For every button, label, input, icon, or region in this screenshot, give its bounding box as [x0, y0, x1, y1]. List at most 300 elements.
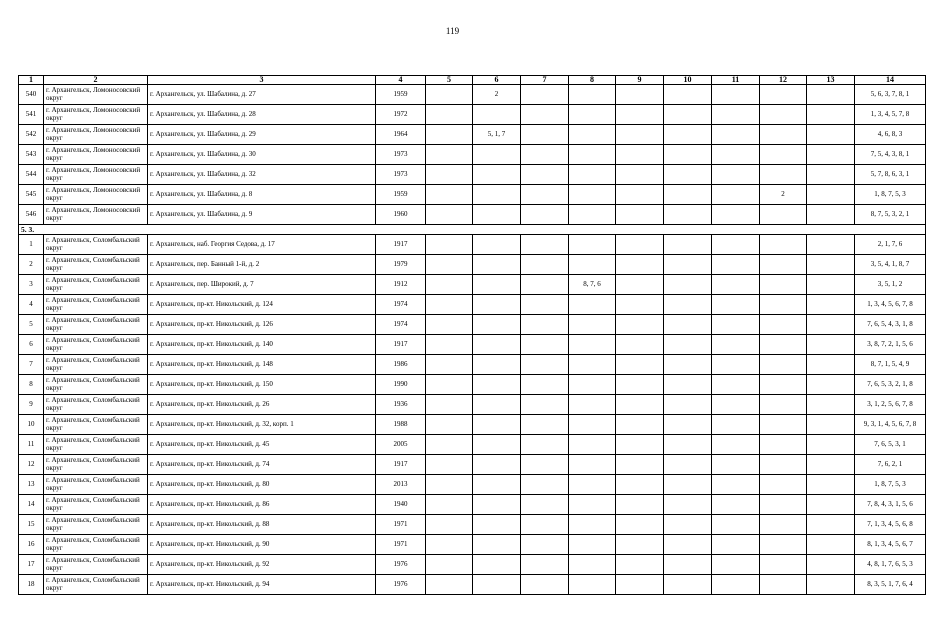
- col6-cell: [473, 415, 521, 435]
- col14-cell: 3, 1, 2, 5, 6, 7, 8: [855, 395, 926, 415]
- table-row: [19, 415, 926, 435]
- year-cell: 1973: [376, 145, 426, 165]
- table-row: [19, 295, 926, 315]
- year-cell: 1988: [376, 415, 426, 435]
- col14-cell: 8, 3, 5, 1, 7, 6, 4: [855, 575, 926, 595]
- row-number-cell: 13: [19, 475, 44, 495]
- col7-cell: [521, 475, 569, 495]
- year-cell: 1917: [376, 235, 426, 255]
- col5-cell: [426, 205, 473, 225]
- col14-cell: 8, 1, 3, 4, 5, 6, 7: [855, 535, 926, 555]
- col8-cell: 8, 7, 6: [569, 275, 616, 295]
- col10-cell: [664, 575, 712, 595]
- address-cell: г. Архангельск, пр-кт. Никольский, д. 45: [148, 435, 376, 455]
- district-cell: г. Архангельск, Соломбальский округ: [44, 435, 148, 455]
- col12-cell: [760, 495, 807, 515]
- col13-cell: [807, 555, 855, 575]
- col9-cell: [616, 295, 664, 315]
- district-cell: г. Архангельск, Ломоносовский округ: [44, 185, 148, 205]
- table-row: [19, 375, 926, 395]
- col13-cell: [807, 575, 855, 595]
- col9-cell: [616, 555, 664, 575]
- col7-cell: [521, 165, 569, 185]
- col14-cell: 1, 8, 7, 5, 3: [855, 475, 926, 495]
- col14-cell: 5, 6, 3, 7, 8, 1: [855, 85, 926, 105]
- col12-cell: [760, 375, 807, 395]
- column-header: 5: [426, 76, 473, 85]
- col12-cell: [760, 85, 807, 105]
- col12-cell: [760, 145, 807, 165]
- col8-cell: [569, 575, 616, 595]
- col11-cell: [712, 105, 760, 125]
- col11-cell: [712, 315, 760, 335]
- col6-cell: [473, 375, 521, 395]
- column-header: 12: [760, 76, 807, 85]
- col5-cell: [426, 165, 473, 185]
- col14-cell: 7, 8, 4, 3, 1, 5, 6: [855, 495, 926, 515]
- column-header: 10: [664, 76, 712, 85]
- col8-cell: [569, 165, 616, 185]
- col6-cell: [473, 435, 521, 455]
- col10-cell: [664, 375, 712, 395]
- col10-cell: [664, 555, 712, 575]
- col10-cell: [664, 145, 712, 165]
- col10-cell: [664, 85, 712, 105]
- col11-cell: [712, 495, 760, 515]
- col6-cell: [473, 295, 521, 315]
- col9-cell: [616, 355, 664, 375]
- col14-cell: 3, 5, 4, 1, 8, 7: [855, 255, 926, 275]
- col13-cell: [807, 355, 855, 375]
- district-cell: г. Архангельск, Соломбальский округ: [44, 455, 148, 475]
- row-number-cell: 541: [19, 105, 44, 125]
- table-row: [19, 105, 926, 125]
- column-header: 3: [148, 76, 376, 85]
- col14-cell: 8, 7, 1, 5, 4, 9: [855, 355, 926, 375]
- district-cell: г. Архангельск, Ломоносовский округ: [44, 85, 148, 105]
- col11-cell: [712, 435, 760, 455]
- year-cell: 1974: [376, 315, 426, 335]
- col7-cell: [521, 555, 569, 575]
- col8-cell: [569, 235, 616, 255]
- table-row: [19, 515, 926, 535]
- col12-cell: [760, 515, 807, 535]
- col13-cell: [807, 255, 855, 275]
- table-row: [19, 455, 926, 475]
- col5-cell: [426, 575, 473, 595]
- year-cell: 1959: [376, 185, 426, 205]
- col8-cell: [569, 435, 616, 455]
- address-cell: г. Архангельск, ул. Шабалина, д. 30: [148, 145, 376, 165]
- address-cell: г. Архангельск, пр-кт. Никольский, д. 86: [148, 495, 376, 515]
- col12-cell: [760, 335, 807, 355]
- col11-cell: [712, 375, 760, 395]
- year-cell: 1959: [376, 85, 426, 105]
- col5-cell: [426, 335, 473, 355]
- column-header: 7: [521, 76, 569, 85]
- year-cell: 1971: [376, 535, 426, 555]
- col14-cell: 9, 3, 1, 4, 5, 6, 7, 8: [855, 415, 926, 435]
- col11-cell: [712, 455, 760, 475]
- col7-cell: [521, 105, 569, 125]
- col7-cell: [521, 315, 569, 335]
- district-cell: г. Архангельск, Соломбальский округ: [44, 495, 148, 515]
- col6-cell: [473, 355, 521, 375]
- year-cell: 1964: [376, 125, 426, 145]
- table-row: [19, 255, 926, 275]
- col8-cell: [569, 335, 616, 355]
- col5-cell: [426, 535, 473, 555]
- col13-cell: [807, 375, 855, 395]
- column-header: 9: [616, 76, 664, 85]
- col8-cell: [569, 295, 616, 315]
- row-number-cell: 543: [19, 145, 44, 165]
- col13-cell: [807, 315, 855, 335]
- col5-cell: [426, 455, 473, 475]
- col5-cell: [426, 415, 473, 435]
- col5-cell: [426, 185, 473, 205]
- col9-cell: [616, 125, 664, 145]
- col14-cell: 8, 7, 5, 3, 2, 1: [855, 205, 926, 225]
- address-cell: г. Архангельск, ул. Шабалина, д. 9: [148, 205, 376, 225]
- district-cell: г. Архангельск, Соломбальский округ: [44, 575, 148, 595]
- district-cell: г. Архангельск, Соломбальский округ: [44, 295, 148, 315]
- year-cell: 1971: [376, 515, 426, 535]
- data-table: [18, 75, 926, 595]
- col6-cell: [473, 315, 521, 335]
- col14-cell: 7, 6, 5, 3, 2, 1, 8: [855, 375, 926, 395]
- district-cell: г. Архангельск, Ломоносовский округ: [44, 125, 148, 145]
- table-row: [19, 495, 926, 515]
- col14-cell: 7, 1, 3, 4, 5, 6, 8: [855, 515, 926, 535]
- col5-cell: [426, 475, 473, 495]
- col10-cell: [664, 105, 712, 125]
- row-number-cell: 544: [19, 165, 44, 185]
- district-cell: г. Архангельск, Соломбальский округ: [44, 315, 148, 335]
- col14-cell: 4, 6, 8, 3: [855, 125, 926, 145]
- col14-cell: 7, 5, 4, 3, 8, 1: [855, 145, 926, 165]
- district-cell: г. Архангельск, Соломбальский округ: [44, 375, 148, 395]
- col11-cell: [712, 185, 760, 205]
- row-number-cell: 16: [19, 535, 44, 555]
- col11-cell: [712, 535, 760, 555]
- col8-cell: [569, 455, 616, 475]
- col12-cell: [760, 125, 807, 145]
- address-cell: г. Архангельск, пр-кт. Никольский, д. 126: [148, 315, 376, 335]
- address-cell: г. Архангельск, пр-кт. Никольский, д. 148: [148, 355, 376, 375]
- col12-cell: [760, 435, 807, 455]
- col6-cell: [473, 275, 521, 295]
- table-row: [19, 315, 926, 335]
- col8-cell: [569, 415, 616, 435]
- col10-cell: [664, 235, 712, 255]
- col7-cell: [521, 435, 569, 455]
- col7-cell: [521, 295, 569, 315]
- col11-cell: [712, 555, 760, 575]
- col12-cell: [760, 315, 807, 335]
- address-cell: г. Архангельск, пер. Банный 1-й, д. 2: [148, 255, 376, 275]
- table-row: [19, 185, 926, 205]
- address-cell: г. Архангельск, пр-кт. Никольский, д. 150: [148, 375, 376, 395]
- table-row: [19, 555, 926, 575]
- district-cell: г. Архангельск, Соломбальский округ: [44, 235, 148, 255]
- col8-cell: [569, 125, 616, 145]
- col5-cell: [426, 355, 473, 375]
- row-number-cell: 6: [19, 335, 44, 355]
- col13-cell: [807, 235, 855, 255]
- col13-cell: [807, 495, 855, 515]
- col6-cell: 5, 1, 7: [473, 125, 521, 145]
- address-cell: г. Архангельск, пр-кт. Никольский, д. 74: [148, 455, 376, 475]
- col9-cell: [616, 455, 664, 475]
- col9-cell: [616, 375, 664, 395]
- col8-cell: [569, 145, 616, 165]
- col10-cell: [664, 455, 712, 475]
- col10-cell: [664, 275, 712, 295]
- table-row: [19, 475, 926, 495]
- row-number-cell: 545: [19, 185, 44, 205]
- col13-cell: [807, 415, 855, 435]
- col7-cell: [521, 335, 569, 355]
- col13-cell: [807, 125, 855, 145]
- col10-cell: [664, 355, 712, 375]
- col6-cell: [473, 235, 521, 255]
- col9-cell: [616, 205, 664, 225]
- address-cell: г. Архангельск, пр-кт. Никольский, д. 32, корп. 1: [148, 415, 376, 435]
- col7-cell: [521, 415, 569, 435]
- year-cell: 1990: [376, 375, 426, 395]
- address-cell: г. Архангельск, пр-кт. Никольский, д. 80: [148, 475, 376, 495]
- col6-cell: 2: [473, 85, 521, 105]
- row-number-cell: 7: [19, 355, 44, 375]
- col13-cell: [807, 455, 855, 475]
- col9-cell: [616, 145, 664, 165]
- col9-cell: [616, 415, 664, 435]
- col12-cell: [760, 255, 807, 275]
- year-cell: 2013: [376, 475, 426, 495]
- district-cell: г. Архангельск, Соломбальский округ: [44, 475, 148, 495]
- col8-cell: [569, 495, 616, 515]
- col12-cell: [760, 535, 807, 555]
- col5-cell: [426, 125, 473, 145]
- col9-cell: [616, 575, 664, 595]
- column-header: 14: [855, 76, 926, 85]
- col12-cell: [760, 235, 807, 255]
- column-header: 6: [473, 76, 521, 85]
- table-row: [19, 125, 926, 145]
- col6-cell: [473, 475, 521, 495]
- col5-cell: [426, 515, 473, 535]
- col13-cell: [807, 275, 855, 295]
- col11-cell: [712, 235, 760, 255]
- table-row: [19, 535, 926, 555]
- address-cell: г. Архангельск, ул. Шабалина, д. 8: [148, 185, 376, 205]
- row-number-cell: 3: [19, 275, 44, 295]
- row-number-cell: 5: [19, 315, 44, 335]
- col7-cell: [521, 515, 569, 535]
- col5-cell: [426, 495, 473, 515]
- col13-cell: [807, 145, 855, 165]
- district-cell: г. Архангельск, Ломоносовский округ: [44, 105, 148, 125]
- district-cell: г. Архангельск, Соломбальский округ: [44, 355, 148, 375]
- col10-cell: [664, 315, 712, 335]
- col10-cell: [664, 495, 712, 515]
- col9-cell: [616, 235, 664, 255]
- col10-cell: [664, 475, 712, 495]
- col9-cell: [616, 515, 664, 535]
- col11-cell: [712, 205, 760, 225]
- col5-cell: [426, 395, 473, 415]
- year-cell: 1917: [376, 455, 426, 475]
- col7-cell: [521, 275, 569, 295]
- col13-cell: [807, 395, 855, 415]
- col5-cell: [426, 105, 473, 125]
- table-body: [19, 85, 926, 595]
- col13-cell: [807, 475, 855, 495]
- year-cell: 1917: [376, 335, 426, 355]
- col9-cell: [616, 335, 664, 355]
- year-cell: 1960: [376, 205, 426, 225]
- col13-cell: [807, 435, 855, 455]
- col7-cell: [521, 355, 569, 375]
- table-row: [19, 575, 926, 595]
- col9-cell: [616, 475, 664, 495]
- col10-cell: [664, 435, 712, 455]
- table-header: [19, 76, 926, 85]
- col12-cell: [760, 555, 807, 575]
- col11-cell: [712, 355, 760, 375]
- year-cell: 1973: [376, 165, 426, 185]
- year-cell: 1912: [376, 275, 426, 295]
- col14-cell: 4, 8, 1, 7, 6, 5, 3: [855, 555, 926, 575]
- address-cell: г. Архангельск, ул. Шабалина, д. 28: [148, 105, 376, 125]
- col13-cell: [807, 105, 855, 125]
- col6-cell: [473, 165, 521, 185]
- col11-cell: [712, 295, 760, 315]
- col6-cell: [473, 205, 521, 225]
- row-number-cell: 17: [19, 555, 44, 575]
- col14-cell: 7, 6, 2, 1: [855, 455, 926, 475]
- row-number-cell: 542: [19, 125, 44, 145]
- address-cell: г. Архангельск, пр-кт. Никольский, д. 26: [148, 395, 376, 415]
- district-cell: г. Архангельск, Соломбальский округ: [44, 255, 148, 275]
- col10-cell: [664, 255, 712, 275]
- col12-cell: [760, 105, 807, 125]
- col12-cell: [760, 165, 807, 185]
- col6-cell: [473, 255, 521, 275]
- table-row: [19, 145, 926, 165]
- col13-cell: [807, 165, 855, 185]
- row-number-cell: 14: [19, 495, 44, 515]
- col7-cell: [521, 395, 569, 415]
- col13-cell: [807, 515, 855, 535]
- year-cell: 1976: [376, 555, 426, 575]
- district-cell: г. Архангельск, Ломоносовский округ: [44, 165, 148, 185]
- row-number-cell: 15: [19, 515, 44, 535]
- col10-cell: [664, 415, 712, 435]
- year-cell: 1972: [376, 105, 426, 125]
- col5-cell: [426, 435, 473, 455]
- district-cell: г. Архангельск, Ломоносовский округ: [44, 205, 148, 225]
- col7-cell: [521, 145, 569, 165]
- col10-cell: [664, 165, 712, 185]
- col6-cell: [473, 335, 521, 355]
- col12-cell: [760, 295, 807, 315]
- col5-cell: [426, 375, 473, 395]
- column-header: 8: [569, 76, 616, 85]
- address-cell: г. Архангельск, пр-кт. Никольский, д. 90: [148, 535, 376, 555]
- column-header: 11: [712, 76, 760, 85]
- col6-cell: [473, 455, 521, 475]
- district-cell: г. Архангельск, Соломбальский округ: [44, 335, 148, 355]
- col14-cell: 3, 8, 7, 2, 1, 5, 6: [855, 335, 926, 355]
- column-header: 4: [376, 76, 426, 85]
- col13-cell: [807, 85, 855, 105]
- col13-cell: [807, 295, 855, 315]
- district-cell: г. Архангельск, Соломбальский округ: [44, 555, 148, 575]
- col11-cell: [712, 165, 760, 185]
- row-number-cell: 2: [19, 255, 44, 275]
- col14-cell: 1, 3, 4, 5, 7, 8: [855, 105, 926, 125]
- col10-cell: [664, 535, 712, 555]
- col7-cell: [521, 205, 569, 225]
- table-row: [19, 85, 926, 105]
- col5-cell: [426, 315, 473, 335]
- address-cell: г. Архангельск, пр-кт. Никольский, д. 88: [148, 515, 376, 535]
- address-cell: г. Архангельск, наб. Георгия Седова, д. 17: [148, 235, 376, 255]
- col13-cell: [807, 335, 855, 355]
- col11-cell: [712, 395, 760, 415]
- col13-cell: [807, 205, 855, 225]
- col10-cell: [664, 125, 712, 145]
- year-cell: 1979: [376, 255, 426, 275]
- col14-cell: 2, 1, 7, 6: [855, 235, 926, 255]
- col11-cell: [712, 125, 760, 145]
- col14-cell: 5, 7, 8, 6, 3, 1: [855, 165, 926, 185]
- table-row: [19, 275, 926, 295]
- col8-cell: [569, 355, 616, 375]
- row-number-cell: 8: [19, 375, 44, 395]
- col11-cell: [712, 415, 760, 435]
- col12-cell: [760, 475, 807, 495]
- col9-cell: [616, 435, 664, 455]
- col9-cell: [616, 105, 664, 125]
- col14-cell: 1, 3, 4, 5, 6, 7, 8: [855, 295, 926, 315]
- year-cell: 1940: [376, 495, 426, 515]
- col11-cell: [712, 575, 760, 595]
- col13-cell: [807, 185, 855, 205]
- col11-cell: [712, 475, 760, 495]
- table-row: [19, 235, 926, 255]
- col5-cell: [426, 85, 473, 105]
- address-cell: г. Архангельск, пер. Широкий, д. 7: [148, 275, 376, 295]
- district-cell: г. Архангельск, Ломоносовский округ: [44, 145, 148, 165]
- col6-cell: [473, 185, 521, 205]
- col14-cell: 7, 6, 5, 3, 1: [855, 435, 926, 455]
- col9-cell: [616, 495, 664, 515]
- col10-cell: [664, 295, 712, 315]
- col7-cell: [521, 575, 569, 595]
- row-number-cell: 9: [19, 395, 44, 415]
- col10-cell: [664, 395, 712, 415]
- col12-cell: [760, 275, 807, 295]
- table-row: [19, 205, 926, 225]
- col5-cell: [426, 295, 473, 315]
- col7-cell: [521, 85, 569, 105]
- col7-cell: [521, 455, 569, 475]
- row-number-cell: 18: [19, 575, 44, 595]
- row-number-cell: 1: [19, 235, 44, 255]
